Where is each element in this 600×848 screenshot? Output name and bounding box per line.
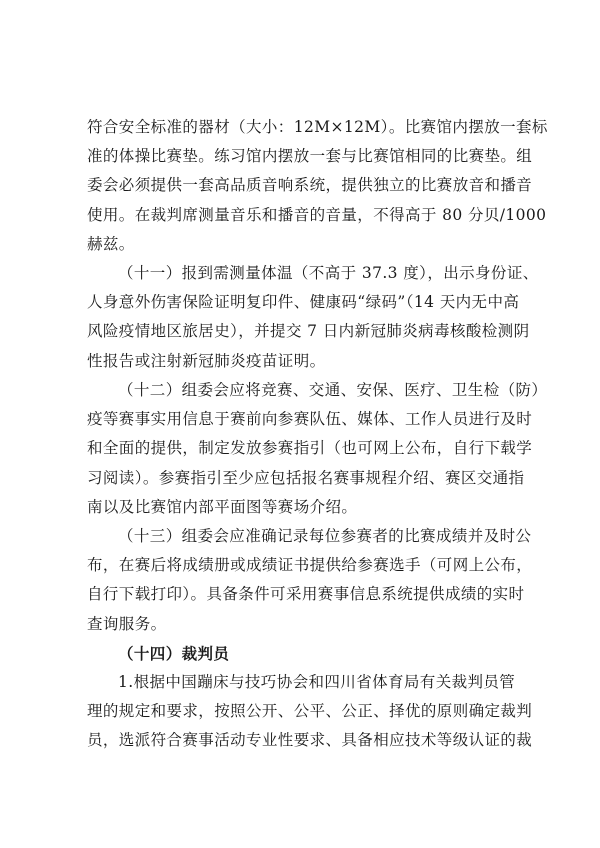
paragraph-item-11 — [87, 259, 539, 376]
text-line: （十一）报到需测量体温（不高于 37.3 度），出示身份证、 — [118, 264, 539, 282]
paragraph-item-14-1 — [87, 668, 533, 756]
text-line: 委会必须提供一套高品质音响系统，提供独立的比赛放音和播音 — [87, 176, 533, 195]
paragraph-item-13 — [87, 522, 533, 639]
text-line: （十三）组委会应准确记录每位参赛者的比赛成绩并及时公 — [118, 527, 532, 545]
text-line: 习阅读）。参赛指引至少应包括报名赛事规程介绍、赛区交通指 — [87, 468, 525, 487]
text-line: 人身意外伤害保险证明复印件、健康码“绿码”（14 天内无中高 — [87, 293, 520, 312]
section-heading-referees — [87, 639, 515, 668]
paragraph-item-12 — [87, 376, 548, 522]
text-line: 布，在赛后将成绩册或成绩证书提供给参赛选手（可网上公布， — [87, 556, 533, 575]
paragraph-equipment — [87, 113, 548, 259]
text-line: 赫兹。 — [87, 234, 135, 253]
text-line: 1.根据中国蹦床与技巧协会和四川省体育局有关裁判员管 — [118, 673, 516, 691]
text-line: 查询服务。 — [87, 614, 167, 633]
text-line: 准的体操比赛垫。练习馆内摆放一套与比赛馆相同的比赛垫。组 — [87, 147, 533, 166]
text-line: 性报告或注射新冠肺炎疫苗证明。 — [87, 351, 326, 370]
text-line: 理的规定和要求，按照公开、公平、公正、择优的原则确定裁判 — [87, 702, 533, 721]
text-line: 员，选派符合赛事活动专业性要求、具备相应技术等级认证的裁 — [87, 731, 533, 750]
text-line: 符合安全标准的器材（大小：12M×12M）。比赛馆内摆放一套标 — [87, 118, 548, 136]
text-line: 疫等赛事实用信息于赛前向参赛队伍、媒体、工作人员进行及时 — [87, 410, 533, 429]
text-line: 风险疫情地区旅居史），并提交 7 日内新冠肺炎病毒核酸检测阴 — [87, 322, 530, 341]
text-line: 使用。在裁判席测量音乐和播音的音量，不得高于 80 分贝/1000 — [87, 205, 547, 224]
text-line: 自行下载打印）。具备条件可采用赛事信息系统提供成绩的实时 — [87, 585, 525, 604]
text-line: （十二）组委会应将竞赛、交通、安保、医疗、卫生检（防） — [118, 381, 548, 399]
text-line: 南以及比赛馆内部平面图等赛场介绍。 — [87, 497, 358, 516]
section-heading: （十四）裁判员 — [118, 644, 230, 663]
text-line: 和全面的提供，制定发放参赛指引（也可网上公布，自行下载学 — [87, 439, 533, 458]
